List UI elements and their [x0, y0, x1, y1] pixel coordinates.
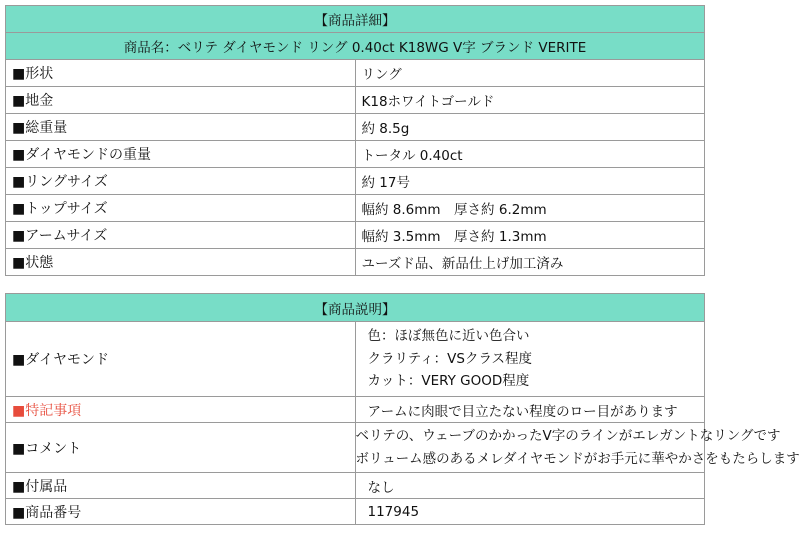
diamond-details: [355, 322, 705, 397]
notice-value: アームに肉眼で目立たない程度のロー目があります: [355, 397, 705, 423]
comment-label: ■コメント: [6, 423, 356, 473]
notice-label: ■特記事項: [6, 397, 356, 423]
comment-line: ベリテの、ウェーブのかかったV字のラインがエレガントなリングです: [355, 428, 781, 444]
comment-text: [355, 423, 800, 473]
row-label: ■ダイヤモンドの重量: [6, 141, 356, 168]
table-row: [6, 249, 705, 276]
accessories-value: なし: [355, 473, 705, 499]
item-number-value: 117945: [355, 499, 705, 525]
product-description-table: [5, 293, 800, 525]
table-row: [6, 423, 705, 473]
diamond-label: ■ダイヤモンド: [6, 322, 356, 397]
row-label: ■地金: [6, 87, 356, 114]
product-details-table: [5, 5, 705, 276]
accessories-label: ■付属品: [6, 473, 356, 499]
table-row: [6, 397, 705, 423]
table-row: [6, 222, 705, 249]
row-label: ■形状: [6, 60, 356, 87]
row-value: K18ホワイトゴールド: [355, 87, 705, 114]
table-row: [6, 195, 705, 222]
table-row: [6, 87, 705, 114]
row-label: ■リングサイズ: [6, 168, 356, 195]
description-header: 【商品説明】: [6, 294, 705, 322]
table-row: [6, 322, 705, 397]
details-header: 【商品詳細】: [6, 6, 705, 33]
row-value: 約 8.5g: [355, 114, 705, 141]
product-name: 商品名：ベリテ ダイヤモンド リング 0.40ct K18WG V字 ブランド VERITE: [6, 33, 705, 60]
table-row: [6, 473, 705, 499]
diamond-color: 色：ほぼ無色に近い色合い: [367, 328, 530, 345]
row-value: リング: [355, 60, 705, 87]
diamond-cut: カット：VERY GOOD程度: [367, 373, 530, 390]
row-value: 幅約 8.6mm 厚さ約 6.2mm: [355, 195, 705, 222]
table-row: [6, 114, 705, 141]
item-number-label: ■商品番号: [6, 499, 356, 525]
row-value: 約 17号: [355, 168, 705, 195]
diamond-clarity: クラリティ：VSクラス程度: [367, 350, 533, 367]
row-value: 幅約 3.5mm 厚さ約 1.3mm: [355, 222, 705, 249]
row-value: トータル 0.40ct: [355, 141, 705, 168]
table-row: [6, 141, 705, 168]
table-row: [6, 499, 705, 525]
table-row: [6, 168, 705, 195]
row-label: ■トップサイズ: [6, 195, 356, 222]
table-row: [6, 60, 705, 87]
row-label: ■状態: [6, 249, 356, 276]
row-label: ■総重量: [6, 114, 356, 141]
comment-line: ボリューム感のあるメレダイヤモンドがお手元に華やかさをもたらします: [355, 450, 800, 467]
row-label: ■アームサイズ: [6, 222, 356, 249]
row-value: ユーズド品、新品仕上げ加工済み: [355, 249, 705, 276]
